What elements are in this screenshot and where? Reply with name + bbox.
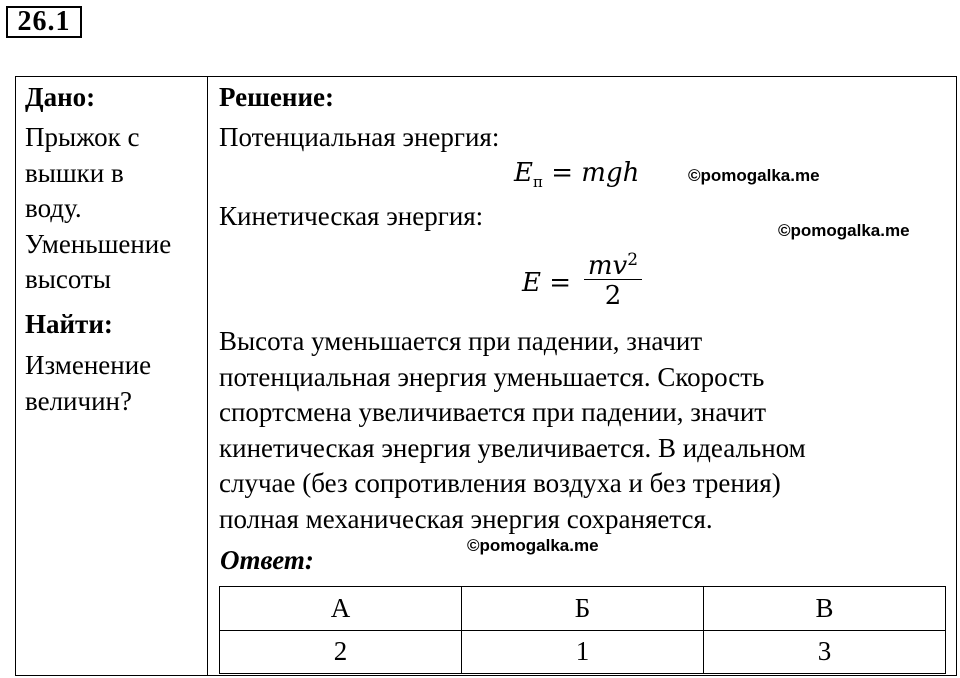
given-line: вышки в (25, 157, 124, 188)
find-text (25, 348, 205, 419)
table-header-cell: Б (462, 587, 704, 631)
formula-kinetic-lhs: E = (522, 268, 572, 298)
formula-rhs: = mgh (551, 158, 640, 188)
table-cell: 1 (462, 630, 704, 674)
fraction-numerator: $mv^2$ (587, 250, 639, 281)
formula-symbol: E (514, 158, 533, 188)
paragraph-line: спортсмена увеличивается при падении, значит (219, 397, 767, 427)
answer-table (219, 586, 946, 674)
watermark: ©pomogalka.me (778, 221, 910, 240)
formula-potential (514, 158, 639, 191)
solution-heading: Решение: (219, 82, 334, 112)
table-cell: 2 (220, 630, 462, 674)
kinetic-label: Кинетическая энергия: (219, 201, 484, 231)
paragraph-line: Высота уменьшается при падении, значит (219, 326, 703, 356)
given-line: высоты (25, 264, 111, 294)
find-line: Изменение (25, 350, 152, 380)
find-heading: Найти: (25, 309, 113, 339)
solution-paragraph (219, 324, 939, 537)
fraction-power: 2 (627, 250, 639, 270)
given-line: воду. (25, 193, 82, 223)
given-text (25, 120, 205, 298)
watermark: ©pomogalka.me (467, 536, 599, 555)
formula-subscript: п (532, 173, 543, 191)
given-line: Прыжок с (25, 122, 140, 152)
table-cell: 3 (704, 630, 946, 674)
paragraph-line: случае (без сопротивления воздуха и без трения) (219, 468, 781, 498)
column-divider (207, 76, 208, 676)
paragraph-line: потенциальная энергия уменьшается. Скорость (219, 361, 765, 392)
given-heading: Дано: (25, 82, 96, 112)
given-line: Уменьшение (25, 228, 172, 259)
table-row (220, 630, 946, 674)
paragraph-line: полная механическая энергия сохраняется. (219, 503, 713, 534)
answer-label: Ответ: (220, 545, 314, 575)
fraction-denominator: 2 (604, 281, 622, 311)
find-line: величин? (25, 385, 132, 416)
problem-number: 26.1 (6, 6, 82, 38)
watermark: ©pomogalka.me (688, 166, 820, 185)
table-row (220, 587, 946, 631)
formula-kinetic-fraction (582, 244, 644, 313)
potential-label: Потенциальная энергия: (219, 122, 500, 152)
table-header-cell: В (704, 587, 946, 631)
table-header-cell: А (220, 587, 462, 631)
paragraph-line: кинетическая энергия увеличивается. В идеальном (219, 432, 806, 463)
